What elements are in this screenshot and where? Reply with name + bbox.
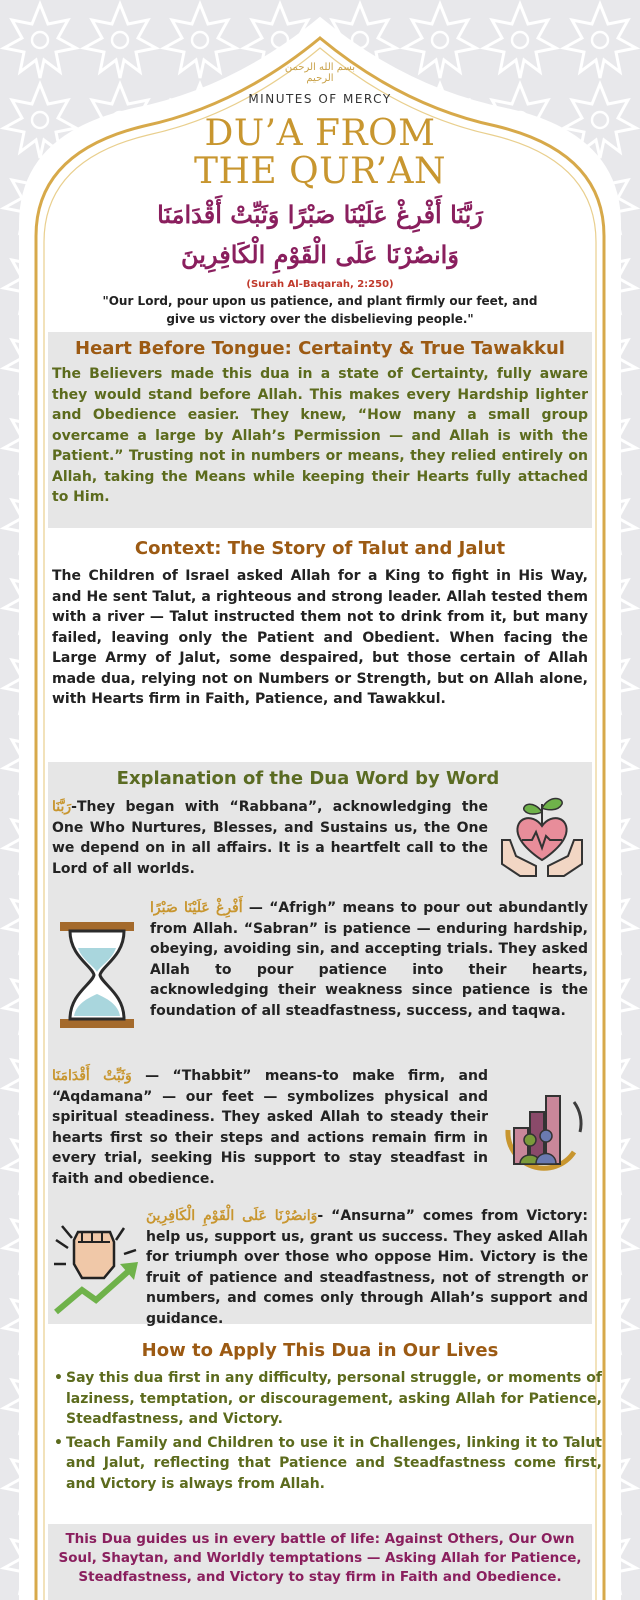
arabic-word-rabbana: رَبَّنَا bbox=[52, 799, 72, 815]
word-explanation-afrigh bbox=[150, 898, 588, 1021]
list-item: • Say this dua first in any difficulty, personal struggle, or moments of laziness, temptation, or discouragement, asking Allah for Patience, Steadfastness, and Victory. bbox=[66, 1368, 602, 1430]
arabic-dua-line1: رَبَّنَا أَفْرِغْ عَلَيْنَا صَبْرًا وَثَبِّتْ أَقْدَامَنَا bbox=[157, 200, 483, 229]
dua-translation: "Our Lord, pour upon us patience, and plant firmly our feet, and give us victory over the disbelieving people." bbox=[102, 294, 538, 326]
word4-text: - “Ansurna” comes from Victory: help us, support us, grant us success. They asked Allah for triumph over those who oppose Him. Victory is the fruit of patience and steadfastness, not of strength or numbers, and comes only through Allah’s support and guidance. bbox=[146, 1208, 588, 1327]
word-explanation-ansurna bbox=[146, 1206, 588, 1329]
footer-message: This Dua guides us in every battle of life: Against Others, Our Own Soul, Shaytan, and Worldly temptations — Asking Allah for Patience, Steadfastness, and Victory to stay firm in Faith and Obedience. bbox=[58, 1531, 582, 1585]
page-title-line1: DU’A FROM bbox=[204, 113, 436, 154]
word1-text: -They began with “Rabbana”, acknowledging the One Who Nurtures, Blesses, and Sustains us, the One we depend on in all affairs. It is a heartfelt call to the Lord of all worlds. bbox=[52, 799, 488, 877]
page-title-line2: THE QUR’AN bbox=[193, 151, 447, 192]
arabic-word-afrigh: أَفْرِغْ عَلَيْنَا صَبْرًا bbox=[150, 900, 243, 916]
heart-section-body: The Believers made this dua in a state of Certainty, fully aware they would stand before Allah. This makes every Hardship lighter and Obedience easier. They knew, “How many a small group overcame a large by Allah’s Permission — and Allah is with the Patient.” Trusting not in numbers or means, they relied entirely on Allah, taking the Means while keeping their Hearts fully attached to Him. bbox=[52, 366, 588, 505]
explain-section-heading: Explanation of the Dua Word by Word bbox=[116, 768, 500, 789]
heart-section-heading: Heart Before Tongue: Certainty & True Tawakkul bbox=[75, 338, 565, 359]
arabic-word-ansurna: وَانصُرْنَا عَلَى الْقَوْمِ الْكَافِرِينَ bbox=[146, 1208, 318, 1224]
brand-name: MINUTES OF MERCY bbox=[248, 92, 392, 106]
word-explanation-rabbana bbox=[52, 797, 488, 879]
context-section-body: The Children of Israel asked Allah for a King to fight in His Way, and He sent Talut, a righteous and strong leader. Allah tested them with a river — Talut instructed them not to drink from it, but many failed, leaving only the Patient and Obedient. When facing the Large Army of Jalut, some despaired, but those certain of Allah made dua, relying not on Numbers or Strength, but on Allah alone, with Hearts firm in Faith, Patience, and Tawakkul. bbox=[52, 568, 588, 707]
word2-text: — “Afrigh” means to pour out abundantly from Allah. “Sabran” is patience — enduring hardship, obeying, avoiding sin, and accepting trials. They asked Allah to pour patience into their hearts, acknowledging their weakness since patience is the foundation of all steadfastness, success, and taqwa. bbox=[150, 900, 588, 1019]
heart-plant-hands-icon bbox=[496, 790, 588, 880]
word-explanation-thabbit bbox=[52, 1066, 488, 1189]
word3-text: — “Thabbit” means-to make firm, and “Aqdamana” — our feet — symbolizes physical and spiritual steadiness. They asked Allah to steady their hearts first so their steps and actions remain firm in every trial, seeking His support to stay steadfast in faith and obedience. bbox=[52, 1068, 488, 1187]
family-growth-icon bbox=[494, 1082, 588, 1176]
apply-section-heading: How to Apply This Dua in Our Lives bbox=[141, 1340, 499, 1361]
list-item: • Teach Family and Children to use it in Challenges, linking it to Talut and Jalut, reflecting that Patience and Steadfastness come first, and Victory is always from Allah. bbox=[66, 1433, 602, 1495]
victory-fist-icon bbox=[52, 1220, 142, 1316]
surah-reference: (Surah Al-Baqarah, 2:250) bbox=[246, 279, 394, 290]
hourglass-icon bbox=[58, 920, 136, 1030]
apply-list bbox=[52, 1368, 602, 1497]
arabic-dua-line2: وَانصُرْنَا عَلَى الْقَوْمِ الْكَافِرِينَ bbox=[181, 240, 459, 269]
calligraphy-logo: بسم الله الرحمن الرحيم bbox=[284, 62, 356, 84]
arabic-word-thabbit: وَثَبِّتْ أَقْدَامَنَا bbox=[52, 1068, 132, 1084]
context-section-heading: Context: The Story of Talut and Jalut bbox=[134, 538, 506, 559]
